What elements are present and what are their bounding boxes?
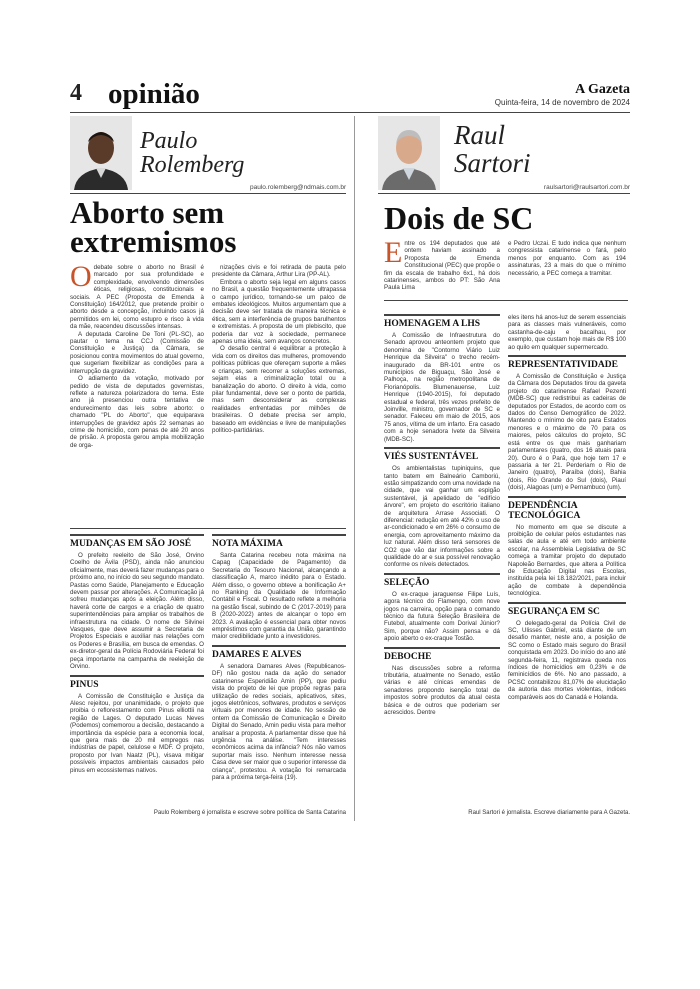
masthead-logo: A Gazeta	[575, 82, 630, 97]
lead-paragraph: A deputada Caroline De Toni (PL-SC), ao pautar o tema na CCJ (Comissão de Constituição e Justiça) da Câmara, se posicionou contra movimentos do atual governo, que sugeriam flexibilizar as condições para a interrupção da gravidez.	[70, 330, 204, 375]
page-number: 4	[70, 80, 82, 106]
lead-paragraph: ntre os 194 deputados que até ontem haviam assinado a Proposta de Emenda Constitucional (PEC) que propõe o fim da escala de trabalho 6x1, há dois catarinenses, ambos do PT: São Ana Paula Lima	[384, 240, 500, 292]
note-paragraph: A Comissão de Infraestrutura do Senado aprovou anteontem projeto que denomina de "Contorno Viário Luiz Henrique da Silveira" o trecho recém-inaugurado da BR-101 entre os municípios de Biguaçu, São José e Palhoça, na região metropolitana de Florianópolis. Blumenauense, Luiz Henrique (1940-2015), foi deputado estadual e federal, três vezes prefeito de Joinville, ministro, governador de SC e senador. Faleceu em maio de 2015, aos 75 anos, vítima de um infarto. Era casado com a hoje senadora Ivete da Silveira (MDB-SC).	[384, 332, 500, 443]
page-divider	[354, 116, 355, 821]
note-paragraph: A Comissão de Constituição e Justiça da Câmara dos Deputados tirou da gaveta projeto do catarinense Rafael Pezenti (MDB-SC) que redistribui as cadeiras de deputados por Estados, de acordo com os dados do Censo Demográfico de 2022. Mantendo o mínimo de oito para Estados menores e o máximo de 70 para os maiores, pelos cálculos do projeto, SC está entre os que mais ganhariam parlamentares (quatro, dos 16 atuais para 20). Ouro é o Pará, que hoje tem 17 e passaria a ter 21. Perderiam o Rio de Janeiro (quatro), Paraíba (dois), Bahia (dois, Rio Grande do Sul (dois), Piauí (dois), Alagoas (um) e Pernambuco (um).	[508, 373, 626, 492]
drop-cap: O	[70, 260, 92, 293]
lead-column-1	[384, 236, 500, 292]
note-paragraph: O ex-craque jaraguense Filipe Luís, agora técnico do Flamengo, com nove jogos na carreira, opção para o comando técnico da futura Seleção Brasileira de Futebol, atualmente com Dorival Júnior? Sim, porque não? Assim pensa e dá apoio aberto o ex-craque Tostão.	[384, 590, 500, 643]
note-heading: SEGURANÇA EM SC	[508, 602, 626, 617]
drop-cap: E	[384, 236, 403, 269]
lead-column-2	[508, 240, 626, 277]
author-photo-paulo	[70, 116, 132, 190]
author-email[interactable]: paulo.rolemberg@ndmais.com.br	[250, 184, 347, 191]
column-footer: Paulo Rolemberg é jornalista e escreve sobre política de Santa Catarina	[153, 810, 346, 816]
note-heading: VIÉS SUSTENTÁVEL	[384, 447, 500, 462]
note-paragraph: O prefeito reeleito de São José, Orvino Coelho de Ávila (PSD), ainda não anunciou oficialmente, mas deverá fazer mudanças para o próximo ano, no início do seu segundo mandato. Pastas como Saúde, Planejamento e Educação devem passar por alterações. A Comunicação já sofreu mudanças após a eleição. Além disso, haverá corte de cargos e a criação de quatro superintendências para ampliar os trabalhos de infraestrutura na cidade. O nome de Silvinei Vasques, que deve assumir a Secretaria de Projetos Especiais e auxiliar nas relações com os Poderes e Brasília, em busca de emendas. O ex-diretor-geral da Polícia Rodoviária Federal foi peça importante na campanha de reeleição de Orvino.	[70, 552, 204, 671]
headline: Dois de SC	[384, 200, 534, 236]
author-rule	[70, 193, 346, 194]
notes-column-1	[384, 314, 500, 716]
headline	[70, 195, 237, 259]
note-heading: HOMENAGEM A LHS	[384, 314, 500, 329]
note-paragraph: Santa Catarina recebeu nota máxima na Capag (Capacidade de Pagamento) da Secretaria do Tesouro Nacional, alcançando a classificação A, marco inédito para o Estado. Além disso, o governo obteve a bonificação A+ no Ranking da Qualidade de Informação Contábil e Fiscal. O resultado reflete a melhoria na gestão fiscal, subindo de C (2017-2019) para B (2020-2022) antes de alcançar o topo em 2023. A avaliação é essencial para obter novos empréstimos com garantia da União, garantindo maior credibilidade junto a investidores.	[212, 552, 346, 641]
lead-paragraph: e Pedro Uczai. E tudo indica que nenhum congressista catarinense o fará, pelo menos por enquanto. Com as 194 assinaturas, 23 a mais do que o mínimo necessário, a PEC começa a tramitar.	[508, 240, 626, 277]
lead-column-1	[70, 260, 204, 449]
lead-divider	[70, 528, 346, 529]
note-heading: DAMARES E ALVES	[212, 645, 346, 660]
note-paragraph: A Comissão de Constituição e Justiça da Alesc rejeitou, por unanimidade, o projeto que proibia o reflorestamento com Pinus elliottii na região de Lages. O deputado Lucas Neves (Podemos) comemorou a decisão, destacando a importância da espécie para a economia local, que gera mais de 20 mil empregos nas indústrias de papel, celulose e MDF. O projeto, proposto por Ivan Naatz (PL), visava mitigar possíveis impactos ambientais causados pelo pinus em ecossistemas nativos.	[70, 692, 204, 774]
author-first-name: Paulo	[140, 128, 198, 154]
note-paragraph: Nas discussões sobre a reforma tributária, atualmente no Senado, estão várias e até cínicas emendas de senadores propondo isenção total de impostos sobre produtos da atual cesta básica e de outros que poderiam ser acrescidos. Dentre	[384, 664, 500, 717]
notes-column-1	[70, 530, 204, 774]
lead-divider	[384, 300, 628, 301]
header-rule	[70, 112, 630, 113]
note-paragraph: eles itens há anos-luz de serem essenciais para as classes mais vulneráveis, como castanha-de-caju e bacalhau, por exemplo, que custam hoje mais de R$ 100 ao quilo em qualquer supermercado.	[508, 314, 626, 351]
note-paragraph: No momento em que se discute a proibição de celular pelos estudantes nas salas de aula e até em todo ambiente escolar, na Assembleia Legislativa de SC começa a tramitar projeto do deputado Napoleão Bernardes, que altera a Política de Educação Digital nas Escolas, instituída pela lei 18.182/2021, para incluir ação de combate à dependência tecnológica.	[508, 523, 626, 598]
lead-paragraph: debate sobre o aborto no Brasil é marcado por sua profundidade e complexidade, envolvendo dimensões éticas, religiosas, constitucionais e sociais. A PEC (Proposta de Emenda à Constituição) 164/2012, que pretende proibir o aborto desde a concepção, incluindo casos já permitidos em lei, como estupro e risco à vida da mãe, reacendeu discussões intensas.	[70, 264, 204, 331]
note-heading: DEBOCHE	[384, 647, 500, 662]
lead-paragraph: nizações civis e foi retirada de pauta pelo presidente da Câmara, Arthur Lira (PP-AL).	[212, 264, 346, 279]
lead-paragraph: O adiamento da votação, motivado por pedido de vista de deputados governistas, reflete a natureza polarizadora do tema. Este ano já presenciou outra tentativa de endurecimento das leis sobre aborto: o chamado "PL do Aborto", que equiparava interrupções de gravidez após 22 semanas ao crime de homicídio, com penas de até 20 anos de prisão. A proposta gerou ampla mobilização de orga-	[70, 375, 204, 449]
lead-paragraph: Embora o aborto seja legal em alguns casos no Brasil, a questão frequentemente ultrapassa o campo jurídico, tornando-se um palco de embates ideológicos. Muitos argumentam que a decisão deve ser tratada de maneira técnica e ética, sem a interferência de grupos barulhentos e extremistas. A proposta de um plebiscito, que poderia dar voz à sociedade, permanece apenas uma ideia, sem avanços concretos.	[212, 278, 346, 346]
note-heading: DEPENDÊNCIA TECNOLÓGICA	[508, 496, 626, 521]
note-heading: PINUS	[70, 675, 204, 690]
note-heading: REPRESENTATIVIDADE	[508, 355, 626, 370]
section-name: opinião	[108, 78, 200, 110]
headline-line-1: Aborto sem	[70, 195, 225, 230]
note-heading: SELEÇÃO	[384, 573, 500, 588]
author-rule	[378, 193, 630, 194]
note-heading: NOTA MÁXIMA	[212, 534, 346, 549]
author-last-name: Rolemberg	[140, 152, 245, 178]
lead-column-2	[212, 264, 346, 434]
notes-column-2	[212, 530, 346, 781]
column-footer: Raul Sartori é jornalista. Escreve diariamente para A Gazeta.	[468, 810, 630, 816]
headline-line-2: extremismos	[70, 224, 237, 259]
notes-column-2	[508, 314, 626, 701]
page-date: Quinta-feira, 14 de novembro de 2024	[494, 98, 630, 107]
note-paragraph: Os ambientalistas tupiniquins, que tanto batem em Balneário Camboriú, estão simpatizando com uma novidade na cidade, que vai ganhar um espigão sustentável, já apelidado de "edifício árvore", em projeto do escritório italiano de arquitetura Arrase Associati. O diferencial: redução em até 42% o uso de ar-condicionado e em 26% o consumo de energia, com aproveitamento máximo da luz natural. Além disso terá sensores de CO2 que vão dar informações sobre a qualidade do ar e sua possível renovação conforme os níveis detectados.	[384, 465, 500, 569]
note-paragraph: O delegado-geral da Polícia Civil de SC, Ulisses Gabriel, está diante de um desafio manter, neste ano, a posição de SC como o Estado mais seguro do Brasil conquistada em 2023. Do início do ano até segunda-feira, 11, registrava queda nos índices de homicídios em 0,23% e de feminicídios de 6%. No ano passado, a PCSC contabilizou 81,07% de elucidação da autoria das mortes violentas, índices comparáveis aos do Canadá e Holanda.	[508, 619, 626, 701]
author-first-name: Raul	[454, 120, 505, 150]
lead-paragraph: O desafio central é equilibrar a proteção à vida com os direitos das mulheres, promovendo políticas públicas que ofereçam suporte a mães e crianças, sem recorrer a soluções extremas, sejam elas a criminalização total ou a banalização do aborto. O direito à vida, como pilar fundamental, deve ser o ponto de partida, mas sem desconsiderar as complexas realidades enfrentadas por milhões de brasileiras. O debate precisa ser amplo, baseado em evidências e livre de manipulações político-partidárias.	[212, 345, 346, 434]
author-photo-raul	[378, 116, 440, 190]
note-paragraph: A senadora Damares Alves (Republicanos-DF) não gostou nada da ação do senador catarinense Esperidião Amin (PP), que pediu vista do projeto de lei que propõe regras para utilização de redes sociais, aplicativos, sites, jogos eletrônicos, softwares, produtos e serviços virtuais por menores de idade. No sessão de ontem da Comissão de Comunicação e Direito Digital do Senado, Amin pediu vista para melhor analisar a proposta. A parlamentar disse que há urgência na análise. "Tem interesses econômicos acima da infância? Nós não vamos suportar mais isso. Nenhum interesse nessa Casa deve ser maior que o superior interesse da criança", protestou. A votação foi remarcada para a próxima terça-feira (19).	[212, 662, 346, 781]
note-heading: MUDANÇAS EM SÃO JOSÉ	[70, 534, 204, 549]
author-email[interactable]: raulsartori@raulsartori.com.br	[543, 184, 630, 191]
author-last-name: Sartori	[454, 148, 531, 178]
